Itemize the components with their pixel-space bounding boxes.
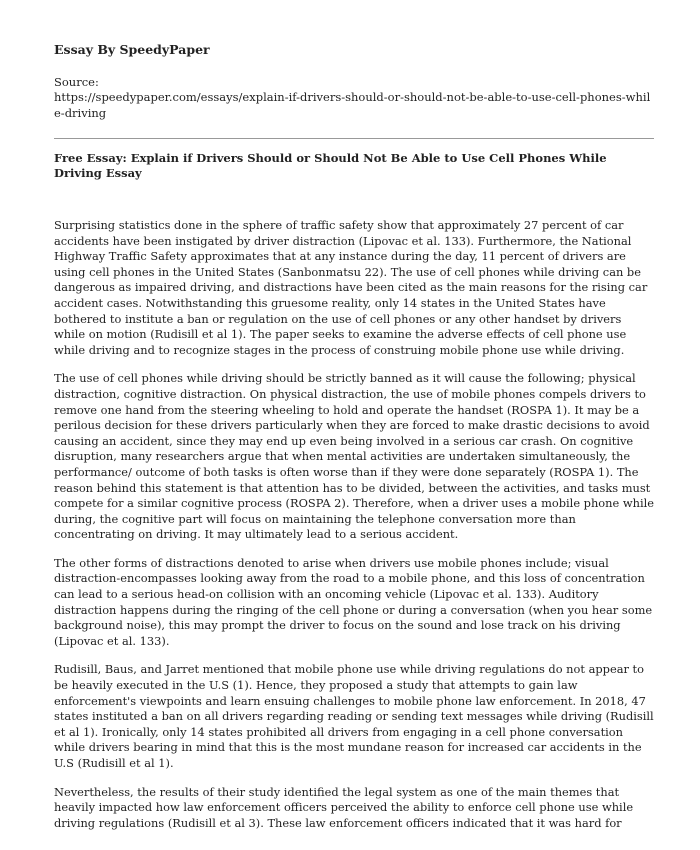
source-label: Source:: [54, 75, 99, 89]
source-url: https://speedypaper.com/essays/explain-if-drivers-should-or-should-not-be-able-to-use-cell-phones-while-driving: [54, 90, 651, 120]
essay-body: [54, 218, 654, 844]
essay-paragraph: Nevertheless, the results of their study identified the legal system as one of the main themes that heavily impacted how law enforcement officers perceived the ability to enforce cell phone use while driving regulations (Rudisill et al 3). These law enforcement officers indicated that it was hard for: [54, 784, 634, 830]
document-header-title: Essay By SpeedyPaper: [54, 42, 210, 57]
header-divider: [54, 138, 654, 139]
essay-paragraph: The other forms of distractions denoted to arise when drivers use mobile phones include; visual distraction-encompasses looking away from the road to a mobile phone, and this loss of concentration can lead to a serious head-on collision with an oncoming vehicle (Lipovac et al. 133). Auditory distraction happens during the ringing of the cell phone or during a conversation (when you hear some background noise), this may prompt the driver to focus on the sound and lose track on his driving (Lipovac et al. 133).: [54, 555, 653, 648]
essay-paragraph: The use of cell phones while driving should be strictly banned as it will cause the following; physical distraction, cognitive distraction. On physical distraction, the use of mobile phones compels drivers to remove one hand from the steering wheeling to hold and operate the handset (ROSPA 1). It may be a perilous decision for these drivers particularly when they are forced to make drastic decisions to avoid causing an accident, since they may end up even being involved in a serious car crash. On cognitive disruption, many researchers argue that when mental activities are undertaken simultaneously, the performance/ outcome of both tasks is often worse than if they were done separately (ROSPA 1). The reason behind this statement is that attention has to be divided, between the activities, and tasks must compete for a similar cognitive process (ROSPA 2). Therefore, when a driver uses a mobile phone while during, the cognitive part will focus on maintaining the telephone conversation more than concentrating on driving. It may ultimately lead to a serious accident.: [54, 371, 654, 542]
essay-paragraph: Rudisill, Baus, and Jarret mentioned that mobile phone use while driving regulations do not appear to be heavily executed in the U.S (1). Hence, they proposed a study that attempts to gain law enforcement's viewpoints and learn ensuing challenges to mobile phone law enforcement. In 2018, 47 states instituted a ban on all drivers regarding reading or sending text messages while driving (Rudisill et al 1). Ironically, only 14 states prohibited all drivers from engaging in a cell phone conversation while drivers bearing in mind that this is the most mundane reason for increased car accidents in the U.S (Rudisill et al 1).: [54, 662, 654, 770]
essay-title: Free Essay: Explain if Drivers Should or Should Not Be Able to Use Cell Phones While Driving Essay: [54, 151, 607, 180]
essay-paragraph: Surprising statistics done in the sphere of traffic safety show that approximately 27 percent of car accidents have been instigated by driver distraction (Lipovac et al. 133). Furthermore, the National Highway Traffic Safety approximates that at any instance during the day, 11 percent of drivers are using cell phones in the United States (Sanbonmatsu 22). The use of cell phones while driving can be dangerous as impaired driving, and distractions have been cited as the main reasons for the rising car accident cases. Notwithstanding this gruesome reality, only 14 states in the United States have bothered to institute a ban or regulation on the use of cell phones or any other handset by drivers while on motion (Rudisill et al 1). The paper seeks to examine the adverse effects of cell phone use while driving and to recognize stages in the process of construing mobile phone use while driving.: [54, 218, 648, 357]
